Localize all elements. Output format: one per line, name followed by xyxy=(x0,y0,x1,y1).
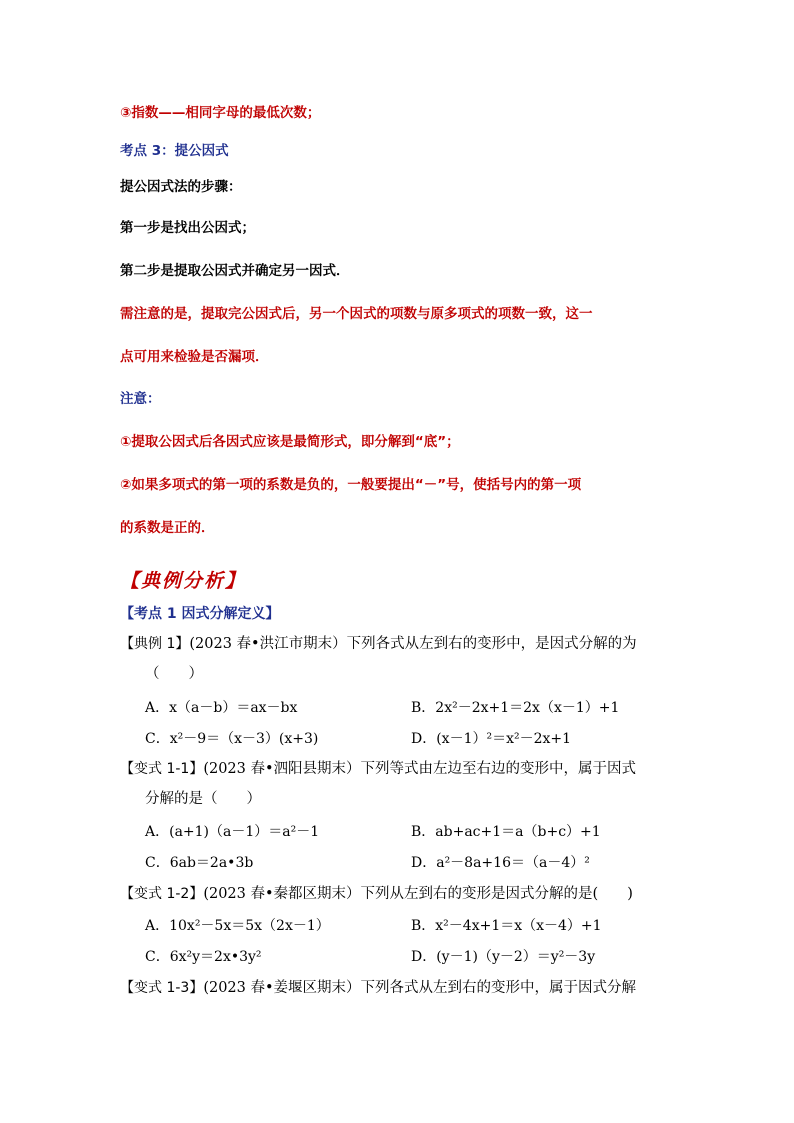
question-text: (2023 春•姜堰区期末）下列各式从左到右的变形中，属于因式分解 xyxy=(203,980,637,996)
question-1 xyxy=(120,635,637,653)
q3-option-a: A．10x²－5x＝5x（2x－1） xyxy=(145,918,330,934)
note-label: 注意： xyxy=(120,391,161,407)
question-tag: 【变式 1-2】 xyxy=(120,886,204,902)
note-exponent: ③指数——相同字母的最低次数； xyxy=(120,105,321,121)
q1-option-d: D．(x－1）²＝x²－2x+1 xyxy=(411,731,572,747)
q3-option-b: B．x²－4x+1＝x（x－4）+1 xyxy=(411,918,602,934)
q1-option-c: C．x²－9＝（x－3）(x+3) xyxy=(145,731,319,747)
question-text: (2023 春•秦都区期末）下列从左到右的变形是因式分解的是( ) xyxy=(203,886,633,902)
q3-option-c: C．6x²y＝2x•3y² xyxy=(145,949,262,965)
q1-option-b: B．2x²－2x+1＝2x（x－1）+1 xyxy=(411,700,620,716)
note-2-line1: ②如果多项式的第一项的系数是负的，一般要提出“－”号，使括号内的第一项 xyxy=(120,477,582,493)
question-3 xyxy=(120,885,633,903)
section-heading: 【典例分析】 xyxy=(120,570,247,592)
q2-option-d: D．a²－8a+16＝（a－4）² xyxy=(411,855,590,871)
q2-option-a: A．(a+1)（a－1）＝a²－1 xyxy=(145,824,320,840)
q2-option-c: C．6ab＝2a•3b xyxy=(145,855,254,871)
kaodian-1-title: 【考点 1 因式分解定义】 xyxy=(120,606,280,622)
note-attention-1: 需注意的是，提取完公因式后，另一个因式的项数与原多项式的项数一致，这一 xyxy=(120,306,593,322)
step-two: 第二步是提取公因式并确定另一因式． xyxy=(120,263,350,279)
q2-option-b: B．ab+ac+1＝a（b+c）+1 xyxy=(411,824,601,840)
question-tag: 【变式 1-1】 xyxy=(120,761,204,777)
note-2-line2: 的系数是正的． xyxy=(120,520,215,536)
note-1: ①提取公因式后各因式应该是最简形式，即分解到“底”； xyxy=(120,434,460,450)
q1-option-a: A．x（a－b）＝ax－bx xyxy=(145,700,298,716)
step-one: 第一步是找出公因式； xyxy=(120,220,255,236)
question-1-cont: （ ） xyxy=(145,666,203,682)
question-4 xyxy=(120,979,636,997)
kaodian-3-title: 考点 3：提公因式 xyxy=(120,143,229,159)
question-text: (2023 春•泗阳县期末）下列等式由左边至右边的变形中，属于因式 xyxy=(203,761,637,777)
steps-title: 提公因式法的步骤： xyxy=(120,179,242,195)
note-attention-2: 点可用来检验是否漏项． xyxy=(120,349,269,365)
question-text: (2023 春•洪江市期末）下列各式从左到右的变形中，是因式分解的为 xyxy=(189,636,637,652)
q3-option-d: D．(y－1)（y－2）＝y²－3y xyxy=(411,949,596,965)
question-tag: 【典例 1】 xyxy=(120,636,190,652)
question-tag: 【变式 1-3】 xyxy=(120,980,204,996)
question-2 xyxy=(120,760,636,778)
question-2-cont: 分解的是（ ） xyxy=(145,791,261,807)
